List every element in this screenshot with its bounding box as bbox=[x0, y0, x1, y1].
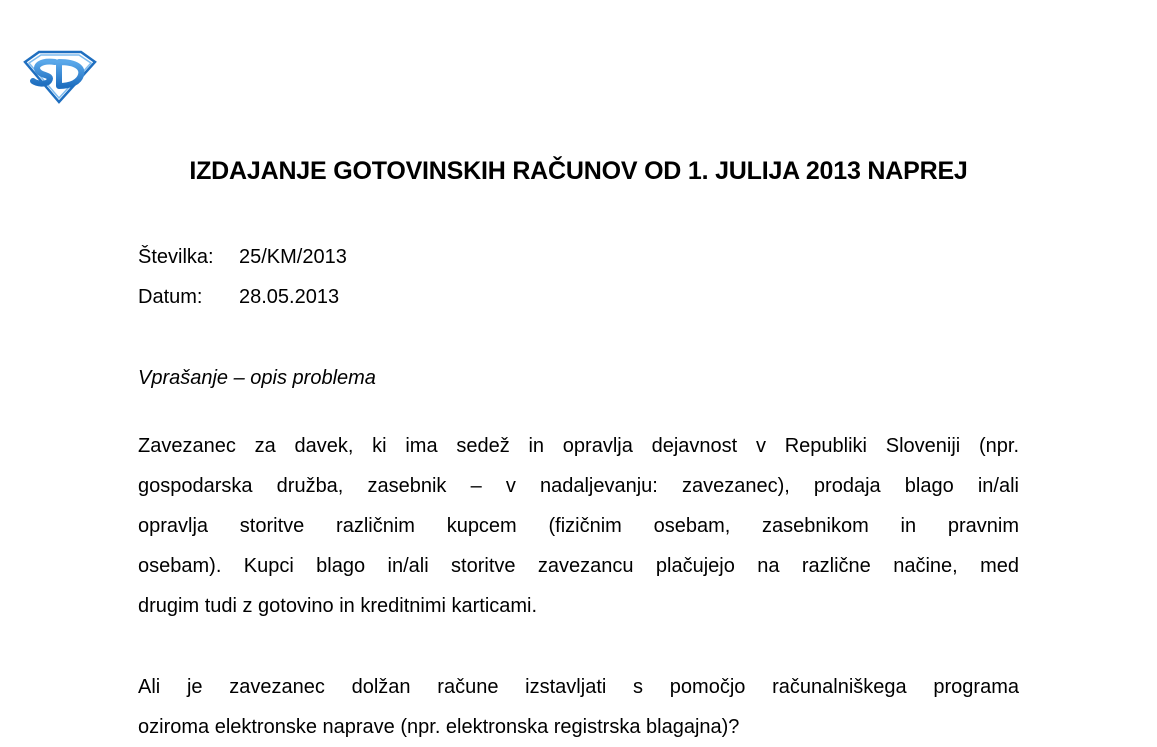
paragraph-line: drugim tudi z gotovino in kreditnimi karticami. bbox=[138, 595, 538, 617]
company-logo-icon bbox=[21, 48, 97, 104]
paragraph-line: gospodarska družba, zasebnik – v nadaljevanju: zavezanec), prodaja blago in/ali bbox=[138, 475, 1019, 497]
paragraph-line: opravlja storitve različnim kupcem (fizičnim osebam, zasebnikom in pravnim bbox=[138, 515, 1019, 537]
paragraph-line: osebam). Kupci blago in/ali storitve zavezancu plačujejo na različne načine, med bbox=[138, 555, 1019, 577]
document-number-value: 25/KM/2013 bbox=[239, 246, 347, 268]
paragraph-line: Ali je zavezanec dolžan račune izstavljati s pomočjo računalniškega programa bbox=[138, 676, 1019, 698]
document-number-row bbox=[138, 246, 347, 269]
document-date-label: Datum: bbox=[138, 286, 203, 308]
paragraph-line: oziroma elektronske naprave (npr. elektronska registrska blagajna)? bbox=[138, 716, 740, 738]
document-date-value: 28.05.2013 bbox=[239, 286, 340, 308]
document-date-row bbox=[138, 286, 339, 309]
section-heading: Vprašanje – opis problema bbox=[138, 367, 376, 389]
paragraph-line: Zavezanec za davek, ki ima sedež in opravlja dejavnost v Republiki Sloveniji (npr. bbox=[138, 435, 1019, 457]
paragraph-problem-description bbox=[138, 426, 1019, 626]
paragraph-question bbox=[138, 667, 1019, 747]
document-title: IZDAJANJE GOTOVINSKIH RAČUNOV OD 1. JULIJA 2013 NAPREJ bbox=[189, 157, 968, 185]
document-number-label: Številka: bbox=[138, 246, 214, 268]
